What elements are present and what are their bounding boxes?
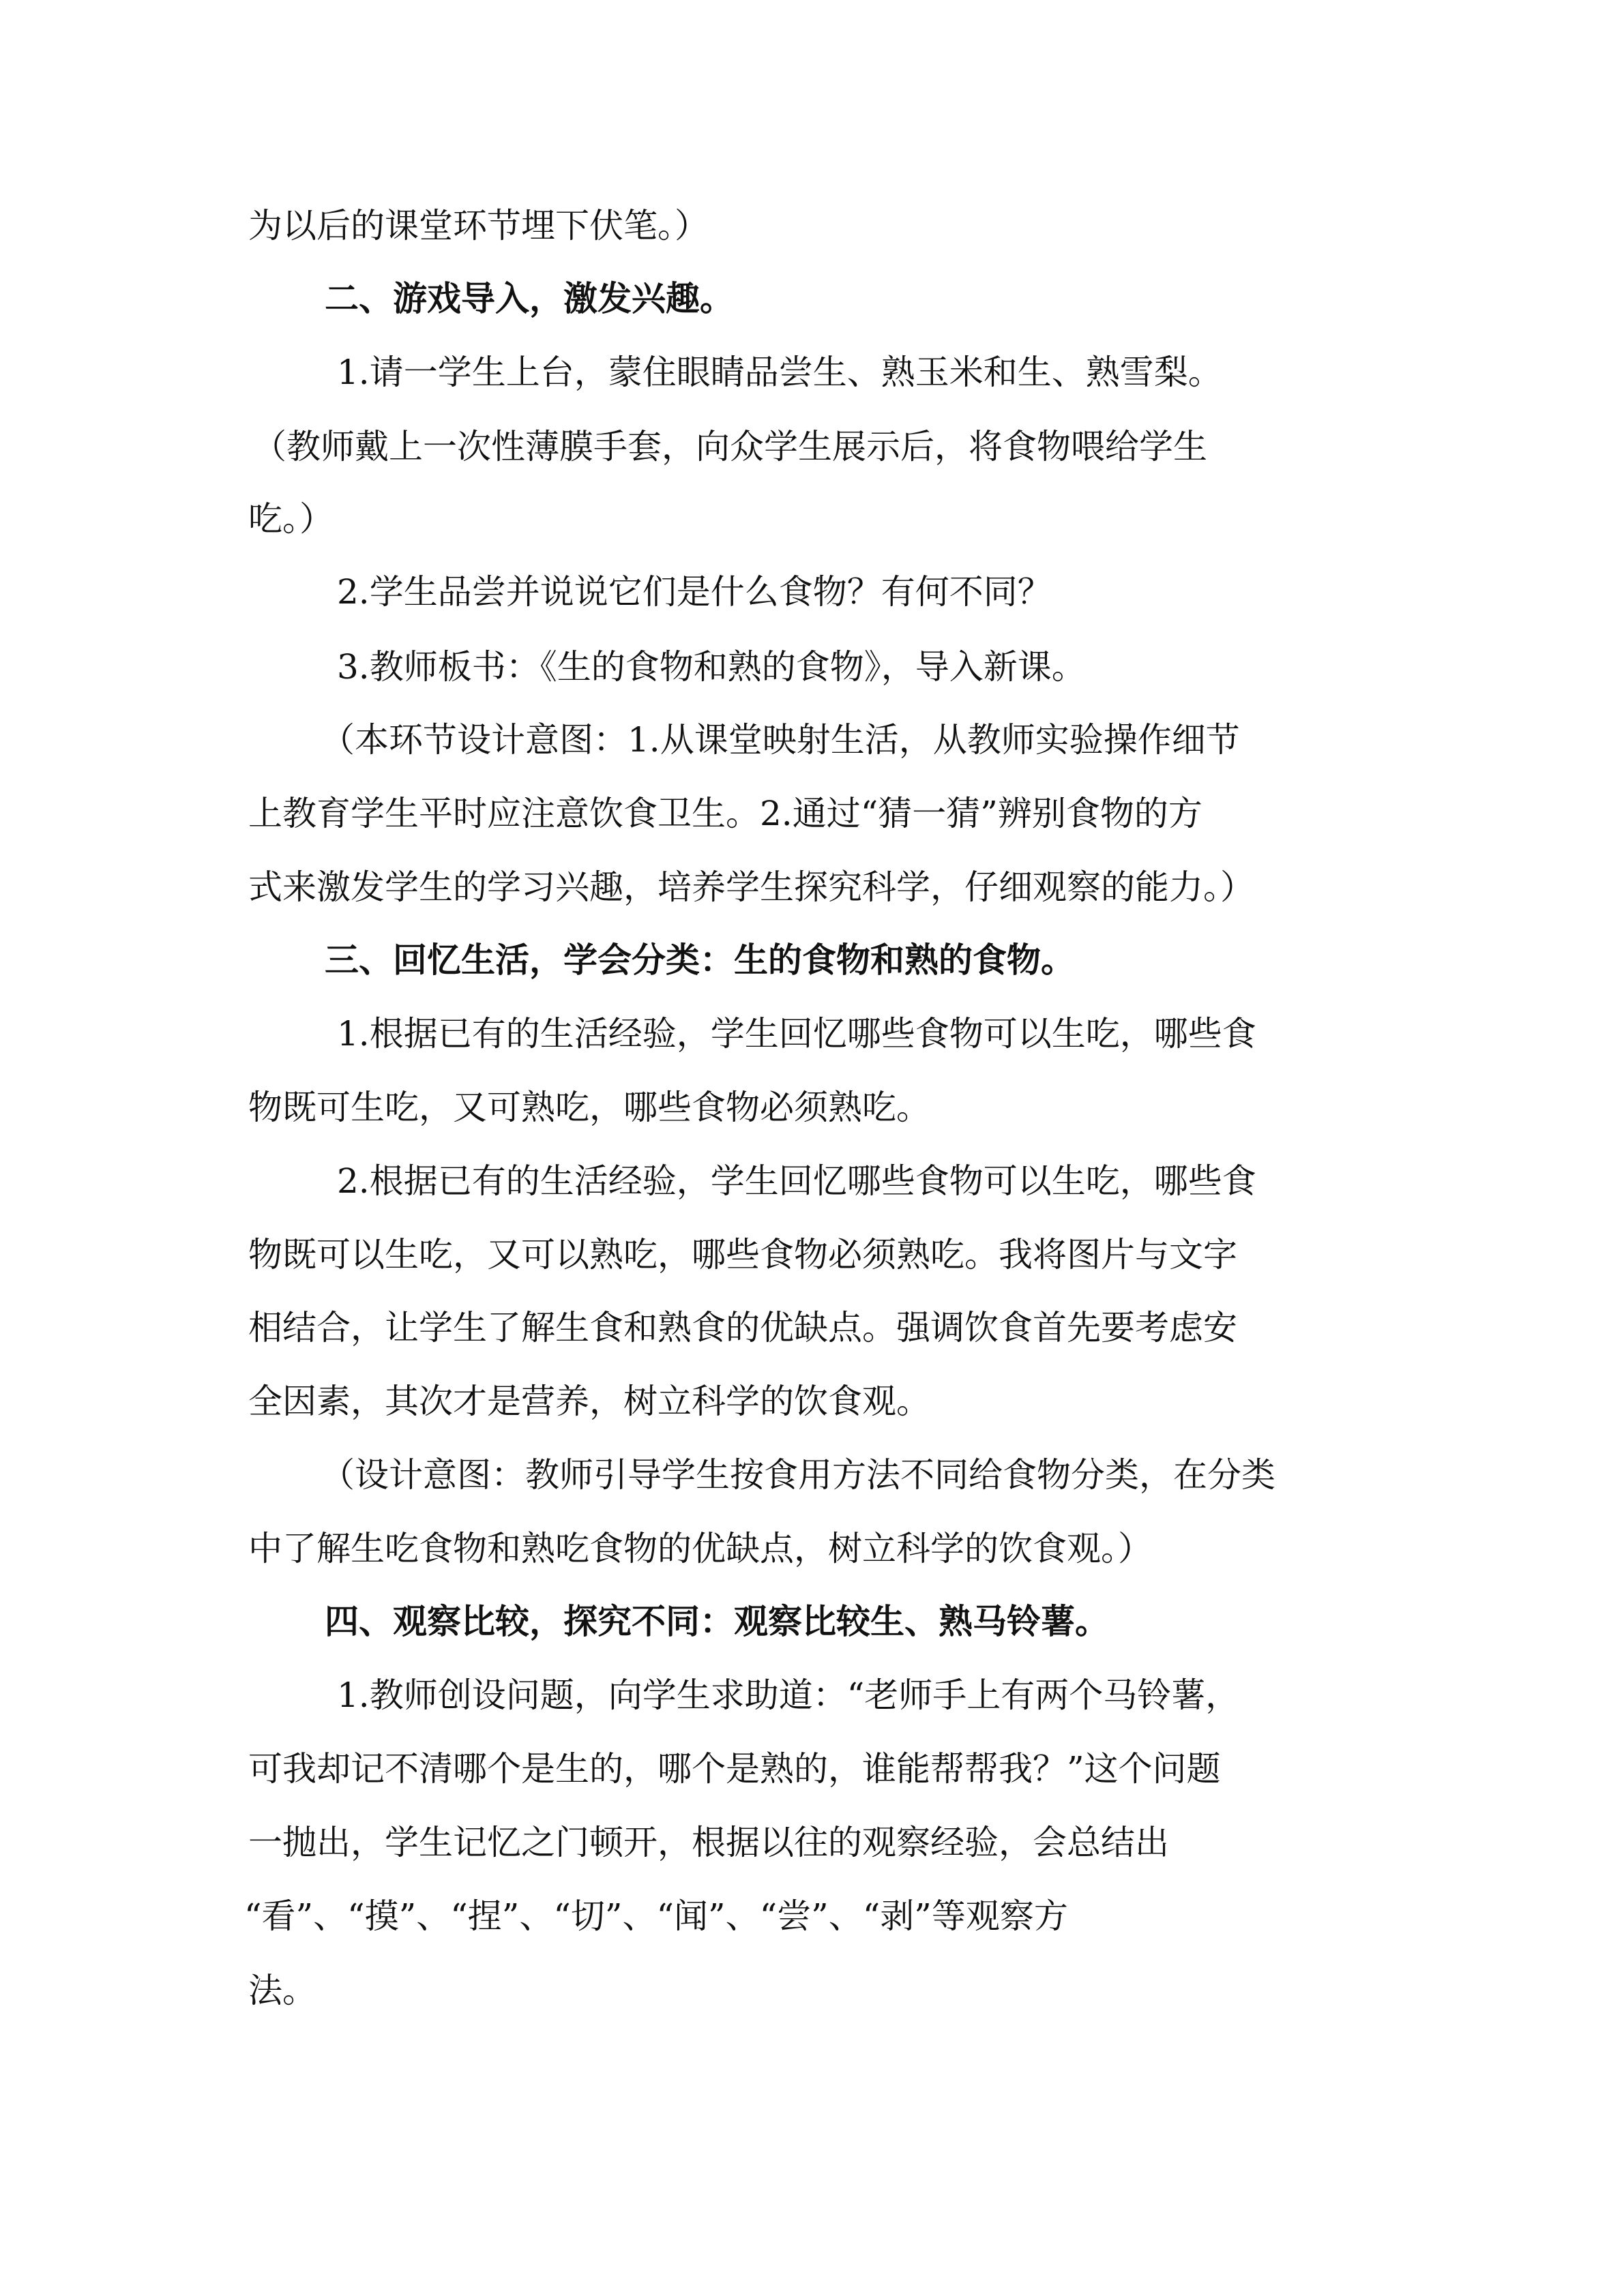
text-line: 上教育学生平时应注意饮食卫生。2.通过“猜一猜”辨别食物的方 [248,794,1202,833]
text-line: 3.教师板书：《生的食物和熟的食物》，导入新课。 [337,647,1086,687]
text-line: 物既可生吃，又可熟吃，哪些食物必须熟吃。 [248,1088,930,1127]
text-line: 全因素，其次才是营养，树立科学的饮食观。 [248,1382,930,1421]
text-line: 1.请一学生上台，蒙住眼睛品尝生、熟玉米和生、熟雪梨。 [337,353,1222,392]
section-heading: 三、回忆生活，学会分类：生的食物和熟的食物。 [325,940,1075,980]
text-line: “看”、“摸”、“捏”、“切”、“闻”、“尝”、“剥”等观察方 [244,1896,1068,1936]
text-line: （教师戴上一次性薄膜手套，向众学生展示后，将食物喂给学生 [252,427,1207,466]
text-line: 可我却记不清哪个是生的，哪个是熟的，谁能帮帮我？”这个问题 [248,1749,1221,1789]
text-line: 式来激发学生的学习兴趣，培养学生探究科学，仔细观察的能力。） [248,867,1254,907]
text-line: 一抛出，学生记忆之门顿开，根据以往的观察经验，会总结出 [248,1823,1169,1862]
text-line: 中了解生吃食物和熟吃食物的优缺点，树立科学的饮食观。） [248,1529,1152,1568]
text-line: 相结合，让学生了解生食和熟食的优缺点。强调饮食首先要考虑安 [248,1308,1237,1347]
text-line: 吃。） [248,499,334,539]
section-heading: 四、观察比较，探究不同：观察比较生、熟马铃薯。 [325,1601,1109,1641]
text-line: 2.根据已有的生活经验，学生回忆哪些食物可以生吃，哪些食 [337,1161,1256,1201]
text-line: 为以后的课堂环节埋下伏笔。） [248,206,709,245]
text-line: 法。 [248,1971,316,2010]
text-line: 1.教师创设问题，向学生求助道：“老师手上有两个马铃薯， [337,1675,1240,1715]
text-line: 1.根据已有的生活经验，学生回忆哪些食物可以生吃，哪些食 [337,1014,1256,1054]
text-line: 2.学生品尝并说说它们是什么食物？有何不同？ [337,572,1052,612]
text-line: （设计意图：教师引导学生按食用方法不同给食物分类，在分类 [321,1455,1275,1495]
text-line: 物既可以生吃，又可以熟吃，哪些食物必须熟吃。我将图片与文字 [248,1235,1237,1274]
text-line: （本环节设计意图：1.从课堂映射生活，从教师实验操作细节 [321,720,1240,760]
section-heading: 二、游戏导入，激发兴趣。 [325,278,734,318]
